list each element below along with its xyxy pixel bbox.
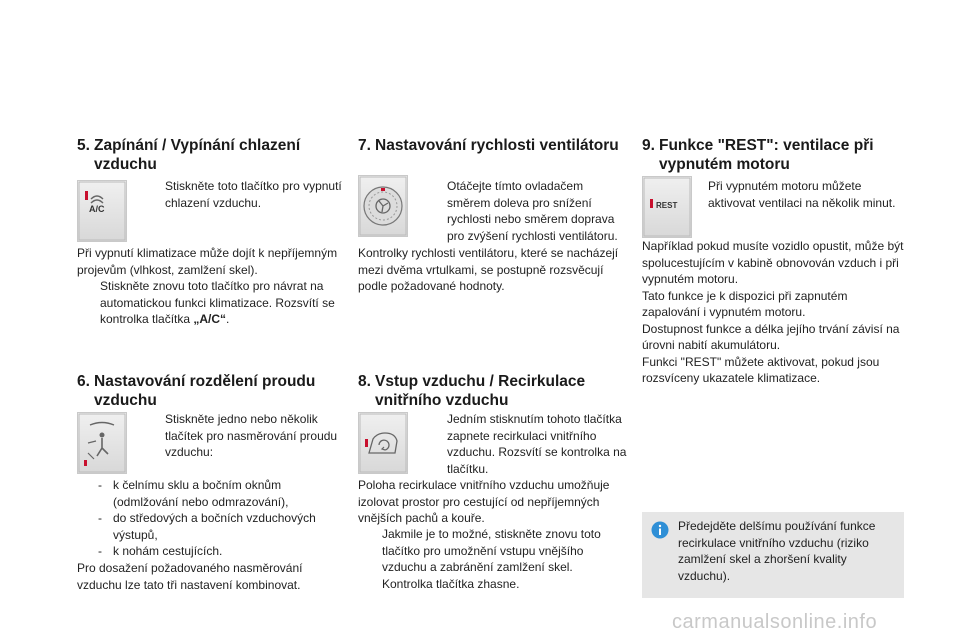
section-5-number: 5. bbox=[77, 137, 90, 154]
section-5-paragraph: Při vypnutí klimatizace může dojít k nepříjemným projevům (vlhkost, zamlžení skel). bbox=[77, 246, 338, 277]
svg-text:A/C: A/C bbox=[89, 204, 105, 214]
section-6-paragraph: Pro dosažení požadovaného nasměrování vzduchu lze tato tři nastavení kombinovat. bbox=[77, 561, 303, 592]
section-6-title: Nastavování rozdělení proudu vzduchu bbox=[94, 373, 316, 409]
distribution-option-feet: - k nohám cestujících. bbox=[98, 544, 223, 558]
section-7-heading bbox=[358, 136, 628, 155]
rest-button-image bbox=[642, 176, 692, 238]
section-6-heading bbox=[77, 372, 339, 410]
distribution-option-windscreen: - k čelnímu sklu a bočním oknům (odmlžování nebo odmrazování), bbox=[98, 478, 289, 509]
section-7-title: Nastavování rychlosti ventilátoru bbox=[375, 137, 619, 154]
info-note-text: Předejděte delšímu používání funkce recirkulace vnitřního vzduchu (riziko zamlžení skel a zhoršení kvality vzduchu). bbox=[678, 519, 876, 583]
ac-button-image bbox=[77, 180, 127, 242]
section-8-bullet-1-text: Jedním stisknutím tohoto tlačítka zapnete recirkulaci vnitřního vzduchu. Rozsvítí se kontrolka na tlačítku. bbox=[447, 412, 627, 476]
info-note-box bbox=[642, 512, 904, 598]
section-6-bullet-1-text: Stiskněte jedno nebo několik tlačítek pro nasměrování proudu vzduchu: bbox=[165, 412, 338, 459]
ac-indicator-label: „A/C“ bbox=[193, 312, 227, 326]
section-9-paragraph: Například pokud musíte vozidlo opustit, může být spolucestujícím v kabině obnovován vzduch i při vypnutém motoru. Tato funkce je k dispozici při zapnutém zapalování i vypnutém motoru. Dostupnost funkce a délka jejího trvání závisí na úrovni nabití akumulátoru. Funkci "REST" můžete aktivovat, pokud jsou rozsvíceny ukazatele klimatizace. bbox=[642, 239, 904, 385]
section-7-bullet-1 bbox=[428, 178, 628, 244]
section-7-bullet-1-text: Otáčejte tímto ovladačem směrem doleva pro snížení rychlosti nebo směrem doprava pro zvýšení rychlosti ventilátoru. bbox=[447, 179, 618, 243]
section-9-title: Funkce "REST": ventilace při vypnutém motoru bbox=[659, 137, 874, 173]
section-7-number: 7. bbox=[358, 137, 371, 154]
section-8-number: 8. bbox=[358, 373, 371, 390]
section-8-paragraph: Poloha recirkulace vnitřního vzduchu umožňuje izolovat prostor pro cestující od nepříjemných vnějších pachů a kouře. bbox=[358, 478, 610, 525]
fan-speed-dial-image bbox=[358, 175, 408, 237]
section-5-title: Zapínání / Vypínání chlazení vzduchu bbox=[94, 137, 301, 173]
section-8-bullet-1 bbox=[428, 411, 628, 477]
section-6-number: 6. bbox=[77, 373, 90, 390]
watermark: carmanualsonline.info bbox=[672, 611, 878, 633]
air-distribution-button-image bbox=[77, 412, 127, 474]
section-5-bullet-1 bbox=[148, 178, 348, 211]
section-5-bullet-2: Stiskněte znovu toto tlačítko pro návrat na automatickou funkci klimatizace. Rozsvítí se kontrolka tlačítka „A/C“. bbox=[100, 279, 335, 326]
section-9-heading bbox=[642, 136, 904, 174]
section-9-number: 9. bbox=[642, 137, 655, 154]
section-8-title: Vstup vzduchu / Recirkulace vnitřního vzduchu bbox=[375, 373, 586, 409]
section-5-bullet-1-text: Stiskněte toto tlačítko pro vypnutí chlazení vzduchu. bbox=[165, 179, 342, 210]
svg-text:REST: REST bbox=[656, 201, 678, 210]
section-6-bullet-1 bbox=[148, 411, 348, 461]
info-icon bbox=[651, 521, 669, 539]
section-8-bullet-2 bbox=[358, 526, 626, 592]
distribution-option-vents: - do středových a bočních vzduchových výstupů, bbox=[98, 511, 316, 542]
section-5-bullet-2-text: Stiskněte znovu toto tlačítko pro návrat na automatickou funkci klimatizace. Rozsvítí se kontrolka tlačítka bbox=[100, 279, 335, 326]
section-9-intro: Při vypnutém motoru můžete aktivovat ventilaci na několik minut. bbox=[708, 179, 896, 210]
section-8-heading bbox=[358, 372, 620, 410]
section-8-bullet-2-text: Jakmile je to možné, stiskněte znovu toto tlačítko pro umožnění vstupu vnějšího vzduchu a zabránění zamlžení skel. Kontrolka tlačítka zhasne. bbox=[382, 527, 601, 591]
section-5-heading bbox=[77, 136, 339, 174]
recirculation-button-image bbox=[358, 412, 408, 474]
section-7-paragraph: Kontrolky rychlosti ventilátoru, které se nacházejí mezi dvěma vrtulkami, se postupně rozsvěcují podle požadované hodnoty. bbox=[358, 246, 619, 293]
